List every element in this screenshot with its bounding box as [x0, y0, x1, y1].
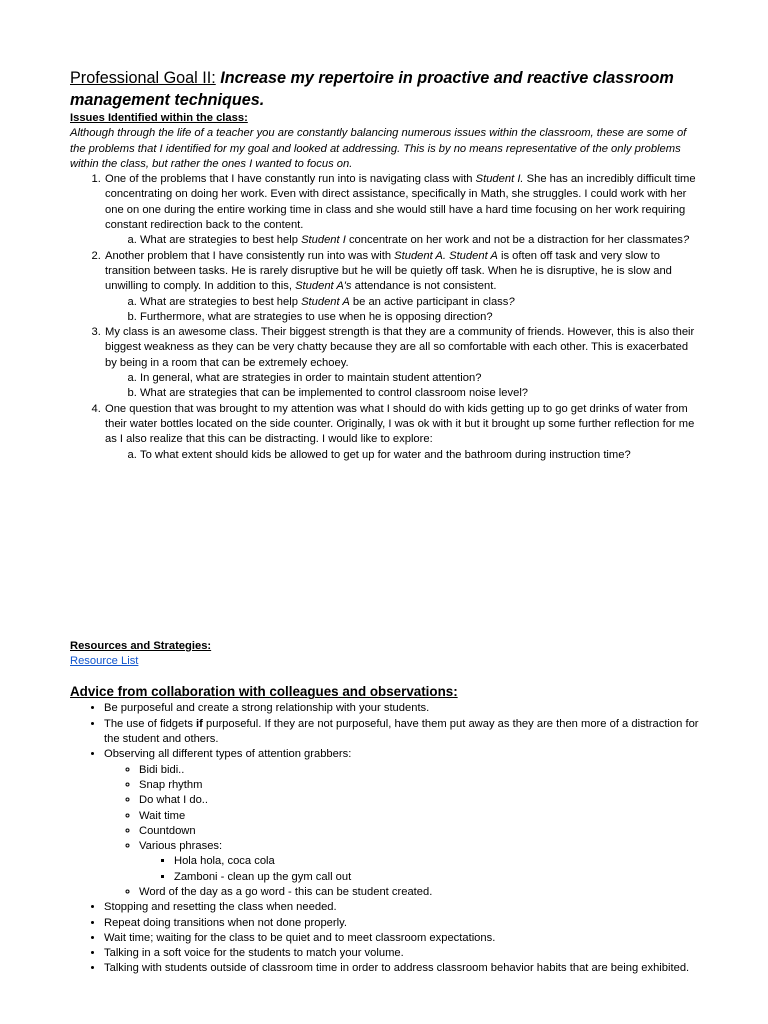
issue-subquestions — [105, 233, 702, 248]
advice-heading: Advice from collaboration with colleagues and observations: — [70, 684, 458, 700]
attention-grabber: ◦ Various phrases: ▪ Hola hola, coca cola ▪ Zamboni - clean up the gym call out — [139, 839, 702, 885]
issue-subquestion: b. Furthermore, what are strategies to use when he is opposing direction? — [140, 310, 702, 325]
issue-item: 1. One of the problems that I have constantly run into is navigating class with Student I. She has an incredibly difficult time concentrating on doing her work. Even with direct assistance, specifically in Math, she struggles. I could work with her one on one during the entire working time in class and she would still have a hard time focusing on her work requiring constant redirection back to the content. a. What are strategies to best help Student I concentrate on her work and not be a distraction for her classmates? — [104, 172, 702, 248]
advice-item: • The use of fidgets if purposeful. If they are not purposeful, have them put away as they are then more of a distraction for the student and others. — [104, 717, 702, 748]
goal-prefix: Professional Goal II: — [70, 69, 216, 87]
attention-grabbers-list — [104, 763, 702, 901]
issue-subquestions — [105, 371, 702, 402]
advice-list — [70, 701, 702, 976]
goal-statement: Increase my repertoire in proactive and reactive classroom management techniques. — [70, 69, 674, 109]
advice-item: • Talking in a soft voice for the students to match your volume. — [104, 946, 702, 961]
advice-item: • Be purposeful and create a strong relationship with your students. — [104, 701, 702, 716]
advice-item: • Wait time; waiting for the class to be quiet and to meet classroom expectations. — [104, 931, 702, 946]
issues-list — [70, 172, 702, 463]
attention-grabber: ◦ Bidi bidi.. — [139, 763, 702, 778]
issue-subquestion: b. What are strategies that can be implemented to control classroom noise level? — [140, 386, 702, 401]
attention-grabber: ◦ Countdown — [139, 824, 702, 839]
phrase-item: ▪ Hola hola, coca cola — [174, 854, 702, 869]
attention-grabber: ◦ Word of the day as a go word - this can be student created. — [139, 885, 702, 900]
issue-subquestion: a. What are strategies to best help Student A be an active participant in class? — [140, 295, 702, 310]
attention-grabber: ◦ Do what I do.. — [139, 793, 702, 808]
advice-item: • Stopping and resetting the class when needed. — [104, 900, 702, 915]
issue-subquestion: a. In general, what are strategies in order to maintain student attention? — [140, 371, 702, 386]
issue-item: 2. Another problem that I have consistently run into was with Student A. Student A is often off task and very slow to transition between tasks. He is rarely disruptive but he will be quietly off task. When he is disruptive, he is slow and unwilling to comply. In addition to this, Student A's attendance is not consistent. a. What are strategies to best help Student A be an active participant in class? b. Furthermore, what are strategies to use when he is opposing direction? — [104, 249, 702, 325]
issues-intro: Although through the life of a teacher you are constantly balancing numerous issues within the classroom, these are some of the problems that I identified for my goal and looked at addressing. This is by no means representative of the only problems within the class, but rather the ones I wanted to focus on. — [70, 127, 687, 170]
advice-item: • Observing all different types of attention grabbers: ◦ Bidi bidi.. ◦ Snap rhythm ◦ Do what I do.. ◦ Wait time ◦ Countdown ◦ Various phrases: ▪ Hola hola, coca cola ▪ Zamboni - clean up the gym call out ◦ Word of the day as a go word - this can be student created. — [104, 747, 702, 900]
blank-space — [70, 463, 702, 639]
issue-subquestions — [105, 448, 702, 463]
phrase-item: ▪ Zamboni - clean up the gym call out — [174, 870, 702, 885]
resource-list-link[interactable]: Resource List — [70, 655, 139, 668]
issue-item: 4. One question that was brought to my attention was what I should do with kids getting up to go get drinks of water from their water bottles located on the side counter. Originally, I was ok with it but it brought up some further reflection for me as I also realize that this can be distracting. I would like to explore: a. To what extent should kids be allowed to get up for water and the bathroom during instruction time? — [104, 402, 702, 463]
issues-heading: Issues Identified within the class: — [70, 112, 248, 124]
advice-item: • Repeat doing transitions when not done properly. — [104, 916, 702, 931]
attention-grabber: ◦ Wait time — [139, 809, 702, 824]
issue-subquestions — [105, 295, 702, 326]
issue-item: 3. My class is an awesome class. Their biggest strength is that they are a community of friends. However, this is also their biggest weakness as they can be very chatty because they are all so comfortable with each other. This is exacerbated by being in a room that can be extremely echoey. a. In general, what are strategies in order to maintain student attention? b. What are strategies that can be implemented to control classroom noise level? — [104, 325, 702, 401]
attention-grabber: ◦ Snap rhythm — [139, 778, 702, 793]
issue-subquestion: a. What are strategies to best help Student I concentrate on her work and not be a distraction for her classmates? — [140, 233, 702, 248]
phrases-list — [139, 854, 702, 885]
advice-item: • Talking with students outside of classroom time in order to address classroom behavior habits that are being exhibited. — [104, 961, 702, 976]
goal-title — [70, 68, 702, 111]
document-page — [70, 68, 702, 977]
resources-heading: Resources and Strategies: — [70, 639, 212, 652]
issue-subquestion: a. To what extent should kids be allowed to get up for water and the bathroom during instruction time? — [140, 448, 702, 463]
